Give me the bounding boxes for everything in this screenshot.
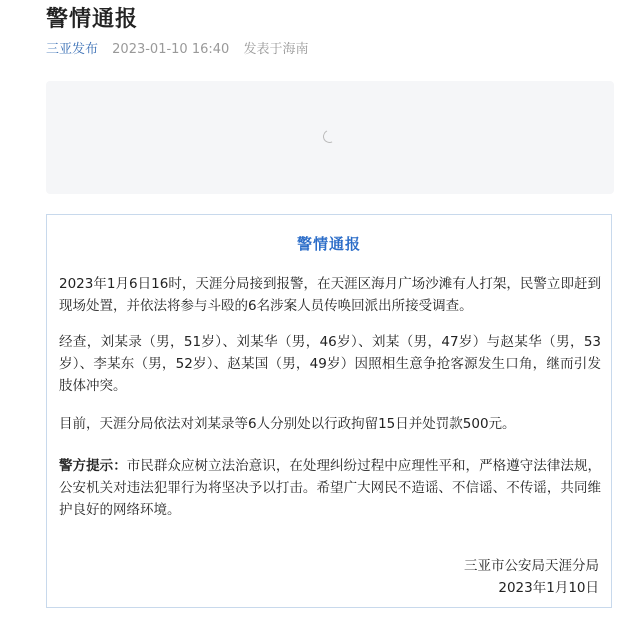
- notice-card: [46, 214, 612, 608]
- tip-lead: 警方提示：: [59, 458, 127, 474]
- notice-paragraph-1: 2023年1月6日16时，天涯分局接到报警，在天涯区海月广场沙滩有人打架，民警立即赶到现场处置，并依法将参与斗殴的6名涉案人员传唤回派出所接受调查。: [59, 276, 601, 314]
- publish-location: 发表于海南: [243, 42, 309, 57]
- notice-paragraph-2: 经查，刘某录（男，51岁）、刘某华（男，46岁）、刘某（男，47岁）与赵某华（男，53岁）、李某东（男，52岁）、赵某国（男，49岁）因照相生意争抢客源发生口角，继而引发肢体冲突。: [59, 334, 601, 394]
- tip-body: 市民群众应树立法治意识，在处理纠纷过程中应理性平和，严格遵守法律法规，公安机关对违法犯罪行为将坚决予以打击。希望广大网民不造谣、不信谣、不传谣，共同维护良好的网络环境。: [59, 458, 602, 518]
- notice-paragraph-tip: [59, 455, 601, 521]
- notice-header: 警情通报: [296, 235, 361, 253]
- notice-paragraph-3: 目前，天涯分局依法对刘某录等6人分别处以行政拘留15日并处罚款500元。: [59, 416, 516, 432]
- page-title: 警情通报: [46, 7, 139, 32]
- article-meta: [46, 38, 308, 57]
- publish-time: 2023-01-10 16:40: [112, 42, 230, 57]
- signature-org: 三亚市公安局天涯分局: [464, 558, 599, 574]
- signature-date: 2023年1月10日: [498, 580, 599, 596]
- source-link[interactable]: 三亚发布: [46, 42, 99, 57]
